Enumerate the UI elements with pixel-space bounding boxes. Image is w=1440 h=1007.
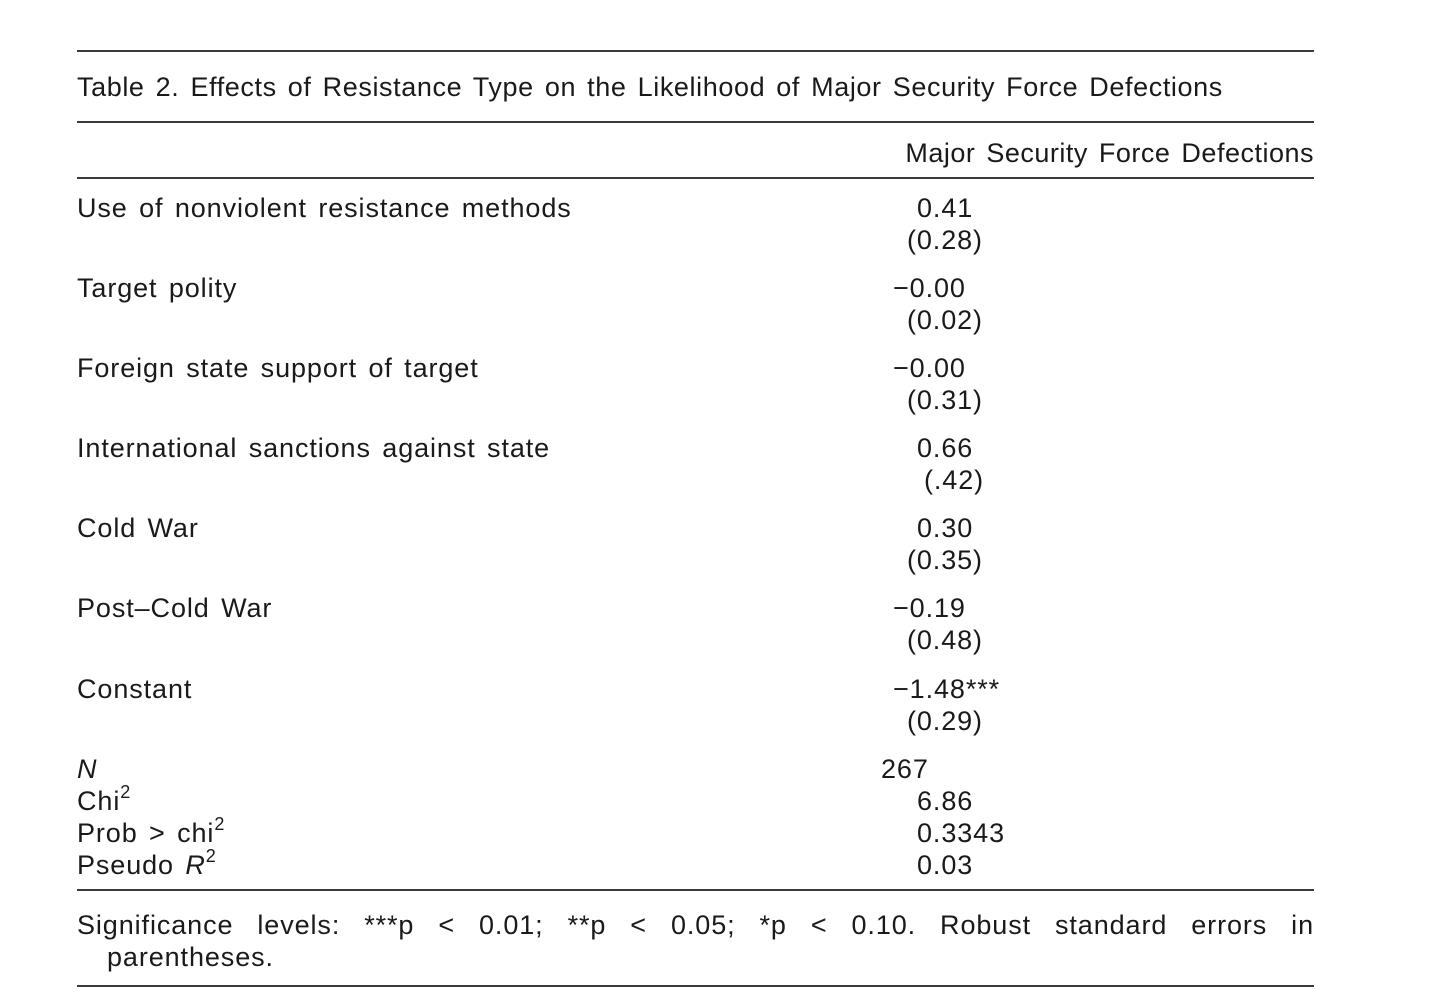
caption-rule bbox=[77, 121, 1314, 123]
row-coefficient: 0.30 bbox=[917, 513, 974, 543]
prob-chi2-value: 0.3343 bbox=[917, 818, 1005, 848]
chi2-superscript: 2 bbox=[120, 782, 131, 802]
chi2-label-text: Chi bbox=[77, 786, 121, 816]
row-coefficient: 0.41 bbox=[917, 193, 974, 223]
chi2-value: 6.86 bbox=[917, 786, 974, 816]
row-coefficient: −1.48*** bbox=[893, 674, 1001, 704]
chi2-label bbox=[77, 782, 131, 820]
row-standard-error: (0.35) bbox=[907, 545, 983, 575]
pseudo-r2-value: 0.03 bbox=[917, 850, 974, 880]
row-label: Cold War bbox=[77, 513, 199, 543]
row-label: Target polity bbox=[77, 273, 238, 303]
row-label: Use of nonviolent resistance methods bbox=[77, 193, 572, 223]
footnote-line-1: Significance levels: ***p < 0.01; **p < 0.05; *p < 0.10. Robust standard errors in bbox=[77, 910, 1314, 940]
row-standard-error: (0.31) bbox=[907, 385, 983, 415]
row-coefficient: −0.19 bbox=[893, 593, 966, 623]
row-standard-error: (0.48) bbox=[907, 625, 983, 655]
table-footnote bbox=[77, 909, 1314, 973]
row-label: Post–Cold War bbox=[77, 593, 273, 623]
prob-chi2-label bbox=[77, 814, 225, 852]
row-standard-error: (0.29) bbox=[907, 706, 983, 736]
row-label: Constant bbox=[77, 674, 193, 704]
row-standard-error: (0.02) bbox=[907, 305, 983, 335]
row-coefficient: −0.00 bbox=[893, 273, 966, 303]
bottom-rule bbox=[77, 985, 1314, 987]
table-caption: Table 2. Effects of Resistance Type on the Likelihood of Major Security Force Defections bbox=[77, 72, 1223, 102]
pseudo-r2-label-text: Pseudo bbox=[77, 850, 186, 880]
row-standard-error: (0.28) bbox=[907, 225, 983, 255]
row-standard-error: (.42) bbox=[924, 465, 985, 495]
prob-chi2-superscript: 2 bbox=[214, 814, 225, 834]
row-label: Foreign state support of target bbox=[77, 353, 479, 383]
stats-rule bbox=[77, 889, 1314, 891]
column-header: Major Security Force Defections bbox=[905, 138, 1314, 168]
row-coefficient: 0.66 bbox=[917, 433, 974, 463]
prob-chi2-label-text: Prob > chi bbox=[77, 818, 215, 848]
row-label: International sanctions against state bbox=[77, 433, 551, 463]
n-label: N bbox=[77, 754, 98, 784]
footnote-line-2: parentheses. bbox=[107, 942, 274, 972]
pseudo-r2-italic-r: R bbox=[185, 850, 206, 880]
pseudo-r2-superscript: 2 bbox=[205, 846, 216, 866]
n-value: 267 bbox=[881, 754, 929, 784]
top-rule bbox=[77, 50, 1314, 52]
row-coefficient: −0.00 bbox=[893, 353, 966, 383]
pseudo-r2-label bbox=[77, 846, 216, 884]
header-rule bbox=[77, 177, 1314, 179]
